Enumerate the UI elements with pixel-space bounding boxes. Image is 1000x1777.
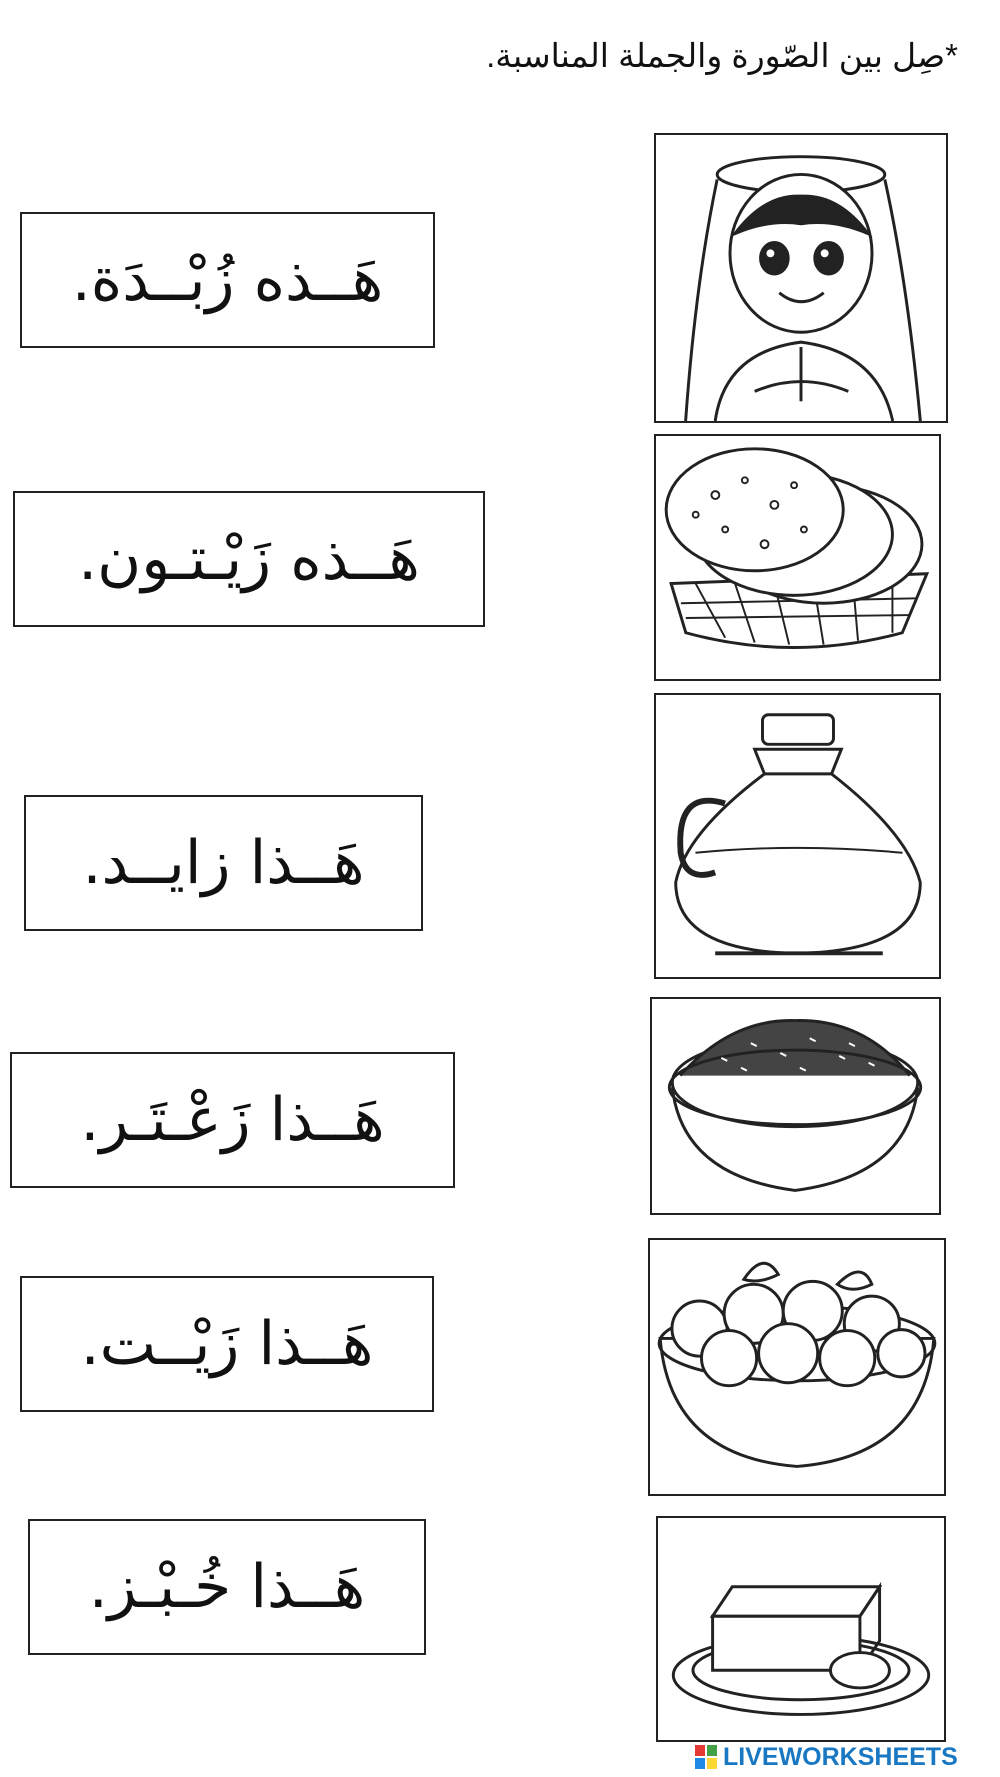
picture-box-2[interactable]: [654, 434, 941, 681]
picture-box-4[interactable]: [650, 997, 941, 1215]
oil-jug-icon: [656, 695, 939, 977]
sentence-text: هَــذا زَعْـتَـر.: [80, 1085, 385, 1155]
picture-box-1[interactable]: [654, 133, 948, 423]
instruction-text: *صِل بين الصّورة والجملة المناسبة.: [486, 37, 958, 74]
sentence-text: هَــذا خُـبْـز.: [88, 1552, 366, 1622]
sentence-text: هَــذا زَيْــت.: [80, 1309, 374, 1379]
sentence-box-1[interactable]: [20, 212, 435, 348]
brand-logo-icon: [695, 1745, 717, 1769]
brand-watermark: [695, 1743, 958, 1771]
sentence-box-2[interactable]: [13, 491, 485, 627]
sentence-text: هَــذه زَيْـتـون.: [78, 524, 420, 594]
boy-icon: [656, 135, 946, 421]
sentence-text: هَــذه زُبْــدَة.: [71, 245, 384, 315]
bread-basket-icon: [656, 436, 939, 679]
picture-box-6[interactable]: [656, 1516, 946, 1742]
zaatar-bowl-icon: [652, 999, 939, 1213]
brand-name: LIVEWORKSHEETS: [723, 1742, 958, 1771]
picture-box-3[interactable]: [654, 693, 941, 979]
picture-box-5[interactable]: [648, 1238, 946, 1496]
sentence-box-3[interactable]: [24, 795, 423, 931]
sentence-box-4[interactable]: [10, 1052, 455, 1188]
sentence-box-6[interactable]: [28, 1519, 426, 1655]
butter-plate-icon: [658, 1518, 944, 1740]
olive-bowl-icon: [650, 1240, 944, 1494]
sentence-text: هَــذا زايــد.: [82, 828, 365, 898]
sentence-box-5[interactable]: [20, 1276, 434, 1412]
